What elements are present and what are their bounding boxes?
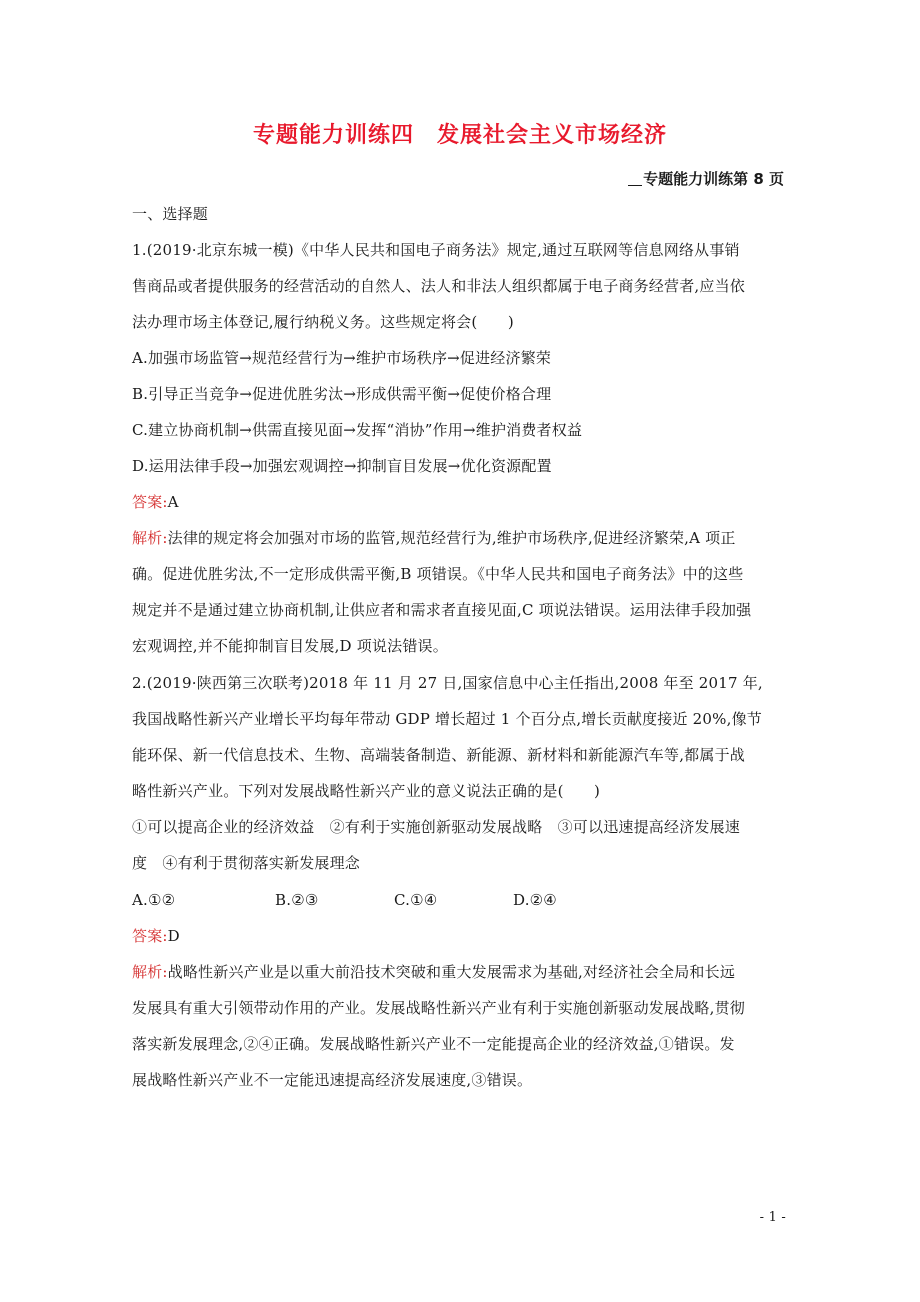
q2-analysis-line-4: 展战略性新兴产业不一定能迅速提高经济发展速度,③错误。 <box>132 1071 533 1089</box>
q2-options-row <box>132 890 557 910</box>
q2-statements-line-1: ①可以提高企业的经济效益 ②有利于实施创新驱动发展战略 ③可以迅速提高经济发展速 <box>132 818 741 836</box>
q1-stem-line-2: 售商品或者提供服务的经营活动的自然人、法人和非法人组织都属于电子商务经营者,应当依 <box>132 277 745 295</box>
q1-answer <box>132 492 179 512</box>
section-heading: 一、选择题 <box>132 205 209 223</box>
q2-option-d: D.②④ <box>513 891 557 909</box>
q1-analysis-line-3: 规定并不是通过建立协商机制,让供应者和需求者直接见面,C 项说法错误。运用法律手段加强 <box>132 601 752 619</box>
q2-stem-line-2: 我国战略性新兴产业增长平均每年带动 GDP 增长超过 1 个百分点,增长贡献度接近 20%,像节 <box>132 710 762 728</box>
q1-stem-line-3: 法办理市场主体登记,履行纳税义务。这些规定将会( ) <box>132 313 514 331</box>
q1-analysis-line-1 <box>132 528 736 548</box>
q1-analysis-text-1: 法律的规定将会加强对市场的监管,规范经营行为,维护市场秩序,促进经济繁荣,A 项正 <box>167 529 736 547</box>
q2-option-c: C.①④ <box>394 891 438 909</box>
page-title: 专题能力训练四 发展社会主义市场经济 <box>252 123 667 148</box>
blank-underline <box>628 185 642 186</box>
page-reference-text: 专题能力训练第 8 页 <box>643 170 784 188</box>
q2-answer-value: D <box>167 927 180 945</box>
q2-statements-line-2: 度 ④有利于贯彻落实新发展理念 <box>132 854 361 872</box>
q1-analysis-line-4: 宏观调控,并不能抑制盲目发展,D 项说法错误。 <box>132 637 448 655</box>
q2-stem-line-3: 能环保、新一代信息技术、生物、高端装备制造、新能源、新材料和新能源汽车等,都属于战 <box>132 746 745 764</box>
q2-analysis-line-2: 发展具有重大引领带动作用的产业。发展战略性新兴产业有利于实施创新驱动发展战略,贯彻 <box>132 999 745 1017</box>
q2-analysis-line-1 <box>132 962 735 982</box>
q2-analysis-label: 解析: <box>132 963 168 981</box>
q2-option-a: A.①② <box>132 891 176 909</box>
q1-analysis-label: 解析: <box>132 529 168 547</box>
q1-option-c: C.建立协商机制→供需直接见面→发挥“消协”作用→维护消费者权益 <box>132 421 583 439</box>
q1-analysis-line-2: 确。促进优胜劣汰,不一定形成供需平衡,B 项错误。《中华人民共和国电子商务法》中的这些 <box>132 565 744 583</box>
page-number: - 1 - <box>759 1210 786 1225</box>
q2-analysis-text-1: 战略性新兴产业是以重大前沿技术突破和重大发展需求为基础,对经济社会全局和长远 <box>167 963 736 981</box>
q2-stem-line-4: 略性新兴产业。下列对发展战略性新兴产业的意义说法正确的是( ) <box>132 782 601 800</box>
q2-analysis-line-3: 落实新发展理念,②④正确。发展战略性新兴产业不一定能提高企业的经济效益,①错误。发 <box>132 1035 735 1053</box>
q2-answer <box>132 926 180 946</box>
q1-option-b: B.引导正当竞争→促进优胜劣汰→形成供需平衡→促使价格合理 <box>132 385 552 403</box>
q1-option-a: A.加强市场监管→规范经营行为→维护市场秩序→促进经济繁荣 <box>132 349 552 367</box>
q1-option-d: D.运用法律手段→加强宏观调控→抑制盲目发展→优化资源配置 <box>132 457 552 475</box>
page-reference <box>628 168 784 189</box>
q2-stem-line-1: 2.(2019·陕西第三次联考)2018 年 11 月 27 日,国家信息中心主任指出,2008 年至 2017 年, <box>132 674 763 692</box>
q2-option-b: B.②③ <box>275 891 319 909</box>
q1-stem-line-1: 1.(2019·北京东城一模)《中华人民共和国电子商务法》规定,通过互联网等信息网络从事销 <box>132 241 740 259</box>
q1-answer-label: 答案: <box>132 493 168 511</box>
q2-answer-label: 答案: <box>132 927 168 945</box>
q1-answer-value: A <box>167 493 179 511</box>
